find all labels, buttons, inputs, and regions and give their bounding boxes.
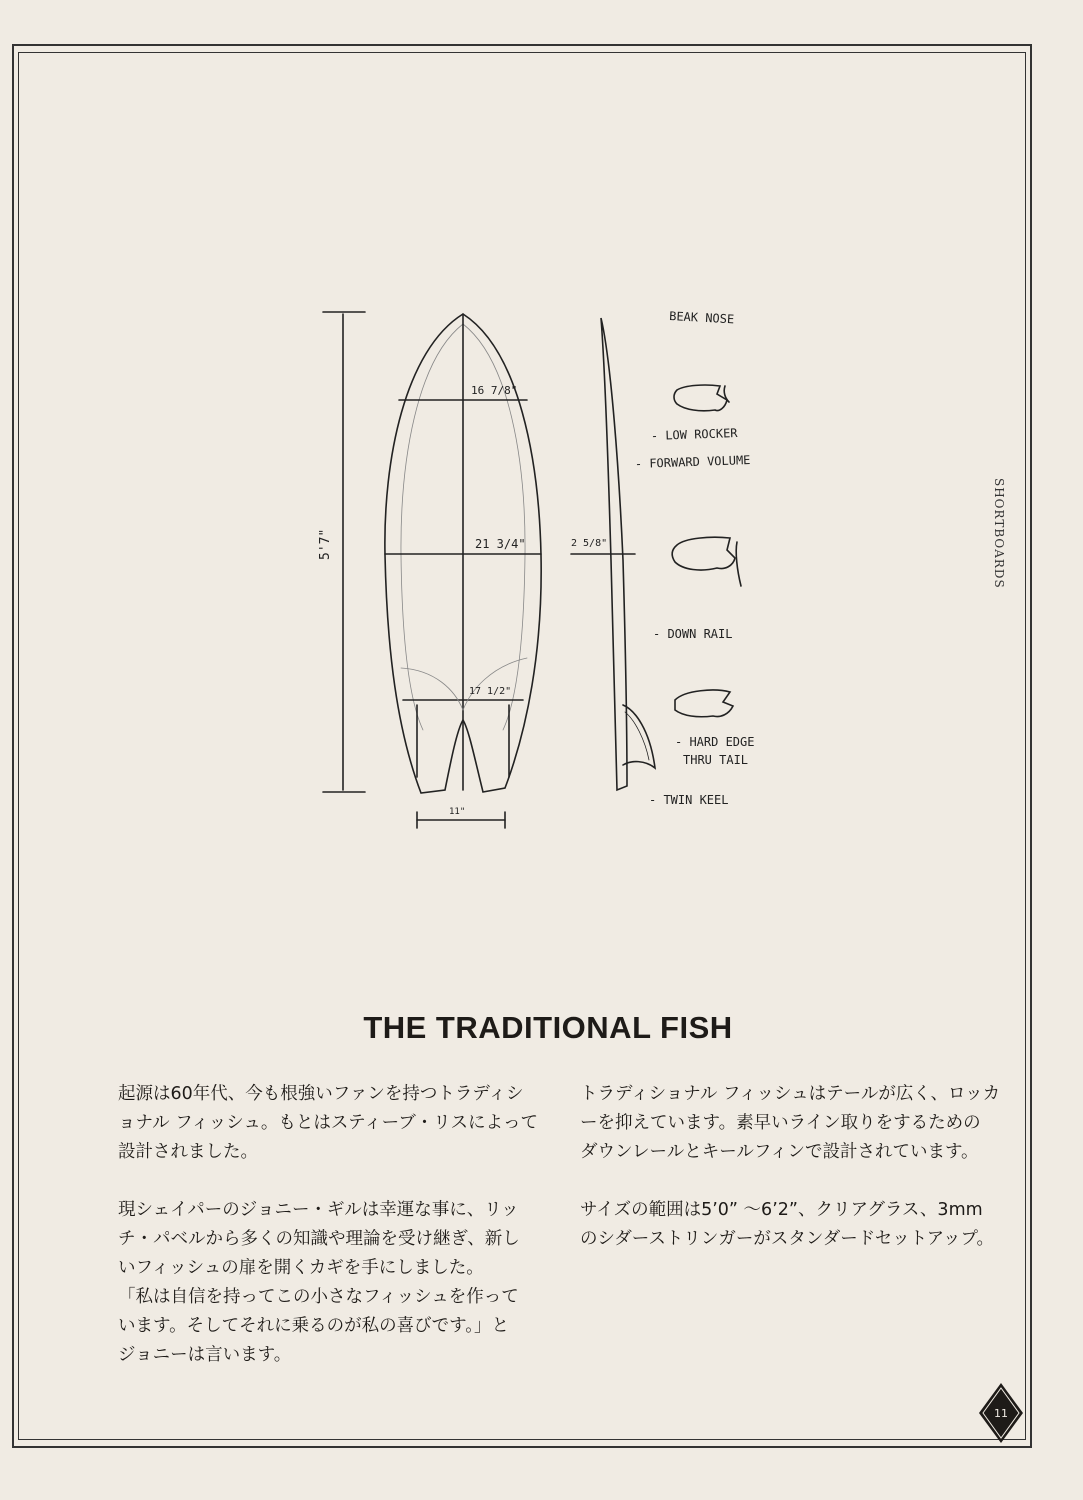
right-paragraph-2: サイズの範囲は5’0” ～6’2”、クリアグラス、3mm のシダーストリンガーがスタンダードセットアップ。	[580, 1200, 995, 1249]
drawing-center-width: 21 3/4"	[475, 537, 526, 551]
left-column	[118, 1080, 548, 1399]
drawing-note-beak-nose: BEAK NOSE	[668, 309, 735, 327]
drawing-nose-width: 16 7/8"	[471, 384, 518, 397]
left-paragraph-2: 現シェイパーのジョニー・ギルは幸運な事に、リッ チ・パベルから多くの知識や理論を受け継ぎ、新し いフィッシュの扉を開くカギを手にしました。 「私は自信を持ってこの小さなフィッシュを作って います。そしてそれに乗るのが私の喜びです。」と ジョニーは言います。	[118, 1200, 520, 1365]
drawing-note-hard-edge: - HARD EDGE	[675, 735, 755, 749]
drawing-length: 5'7"	[318, 528, 333, 560]
page-number-badge	[978, 1382, 1024, 1444]
drawing-tail-width: 17 1/2"	[469, 686, 512, 697]
right-paragraph-1: トラディショナル フィッシュはテールが広く、ロッカ ーを抑えています。素早いライン取りをするための ダウンレールとキールフィンで設計されています。	[580, 1084, 1001, 1162]
section-label: SHORTBOARDS	[992, 478, 1006, 589]
page-number: 11	[994, 1407, 1008, 1420]
surfboard-sketch	[305, 290, 787, 838]
drawing-note-thru-tail: THRU TAIL	[683, 753, 749, 767]
left-paragraph-1: 起源は60年代、今も根強いファンを持つトラディシ ョナル フィッシュ。もとはスティーブ・リスによって 設計されました。	[118, 1084, 538, 1162]
drawing-thickness: 2 5/8"	[571, 538, 608, 549]
drawing-note-down-rail: - DOWN RAIL	[653, 627, 733, 641]
drawing-tail-tip: 11"	[449, 807, 466, 817]
drawing-note-forward-volume: - FORWARD VOLUME	[634, 452, 751, 471]
drawing-note-low-rocker: - LOW ROCKER	[650, 425, 738, 443]
right-column	[580, 1080, 1010, 1283]
article-title: THE TRADITIONAL FISH	[363, 1010, 733, 1045]
drawing-note-twin-keel: - TWIN KEEL	[649, 793, 729, 807]
